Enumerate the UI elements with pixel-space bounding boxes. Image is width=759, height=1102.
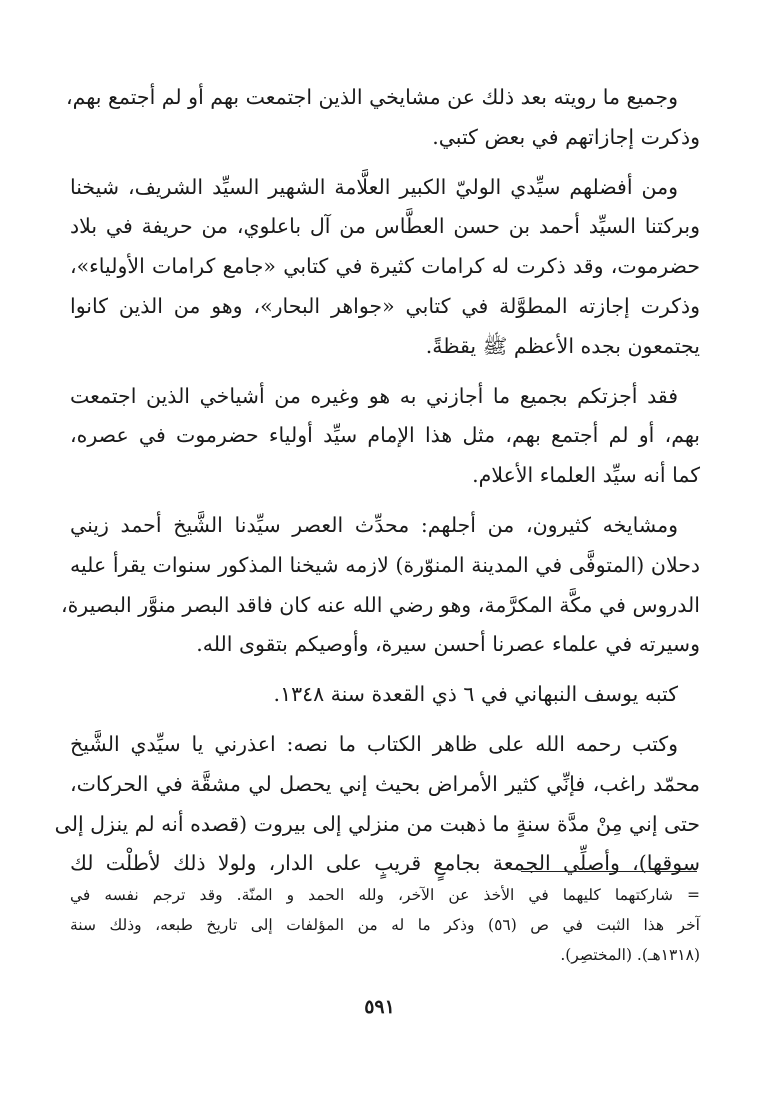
main-text bbox=[54, 78, 700, 894]
text-line: وبركتنا السيِّد أحمد بن حسن العطَّاس من آل باعلوي، من حريفة في بلاد bbox=[70, 214, 700, 239]
text-line: سوقها)، وأصلِّي الجمعة بجامعٍ قريبٍ على الدار، ولولا ذلك لأطلْت لك bbox=[70, 851, 700, 876]
text-line: وكتب رحمه الله على ظاهر الكتاب ما نصه: اعذرني يا سيِّدي الشَّيخ bbox=[70, 731, 678, 756]
paragraph-1 bbox=[66, 78, 700, 158]
page-number: ٥٩١ bbox=[364, 996, 395, 1018]
paragraph-6 bbox=[54, 725, 700, 884]
text-line: دحلان (المتوفَّى في المدينة المنوّرة) لازمه شيخنا المذكور سنوات يقرأ عليه bbox=[70, 552, 700, 577]
text-line: محمّد راغب، فإنِّي كثير الأمراض بحيث إني يحصل لي مشقَّة في الحركات، bbox=[70, 771, 700, 796]
text-line: فقد أجزتكم بجميع ما أجازني به هو وغيره من أشياخي الذين اجتمعت bbox=[70, 383, 678, 408]
text-line: كما أنه سيِّد العلماء الأعلام. bbox=[472, 463, 700, 488]
footnote-line: آخر هذا الثبت في ص (٥٦) وذكر ما له من المؤلفات إلى تاريخ طبعه، وذلك سنة bbox=[70, 916, 700, 934]
text-line: حتى إني مِنْ مدَّة سنةٍ ما ذهبت من منزلي إلى بيروت (قصده أنه لم ينزل إلى bbox=[54, 811, 700, 836]
footnote-divider bbox=[521, 871, 697, 872]
paragraph-5 bbox=[70, 675, 700, 715]
text-line: ومن أفضلهم سيِّدي الوليّ الكبير العلَّامة الشهير السيِّد الشريف، شيخنا bbox=[70, 174, 678, 199]
text-line: وذكرت إجازته المطوَّلة في كتابي «جواهر البحار»، وهو من الذين كانوا bbox=[70, 293, 700, 318]
paragraph-2 bbox=[70, 168, 700, 367]
text-line: حضرموت، وقد ذكرت له كرامات كثيرة في كتابي «جامع كرامات الأولياء»، bbox=[70, 254, 700, 279]
text-line: الدروس في مكَّة المكرَّمة، وهو رضي الله عنه كان فاقد البصر منوَّر البصيرة، bbox=[60, 592, 700, 617]
text-line: يجتمعون بجده الأعظم ﷺ يقظةً. bbox=[425, 333, 700, 358]
signature-line: كتبه يوسف النبهاني في ٦ ذي القعدة سنة ١٣٤٨. bbox=[273, 682, 678, 707]
footnote-line: = شاركتهما كليهما في الأخذ عن الآخر، ولله الحمد و المنّة. وقد ترجم نفسه في bbox=[70, 886, 700, 904]
footnote bbox=[70, 880, 700, 970]
paragraph-3 bbox=[70, 377, 700, 496]
text-line: وجميع ما رويته بعد ذلك عن مشايخي الذين اجتمعت بهم أو لم أجتمع بهم، bbox=[66, 85, 678, 109]
footnote-line: (١٣١٨هـ). (المختصِر). bbox=[560, 946, 700, 964]
paragraph-4 bbox=[60, 506, 700, 665]
text-line: وذكرت إجازاتهم في بعض كتبي. bbox=[432, 124, 700, 149]
text-line: بهم، أو لم أجتمع بهم، مثل هذا الإمام سيِّد أولياء حضرموت في عصره، bbox=[70, 423, 700, 448]
text-line: وسيرته في علماء عصرنا أحسن سيرة، وأوصيكم بتقوى الله. bbox=[196, 632, 700, 657]
text-line: ومشايخه كثيرون، من أجلهم: محدِّث العصر سيِّدنا الشَّيخ أحمد زيني bbox=[70, 512, 678, 537]
